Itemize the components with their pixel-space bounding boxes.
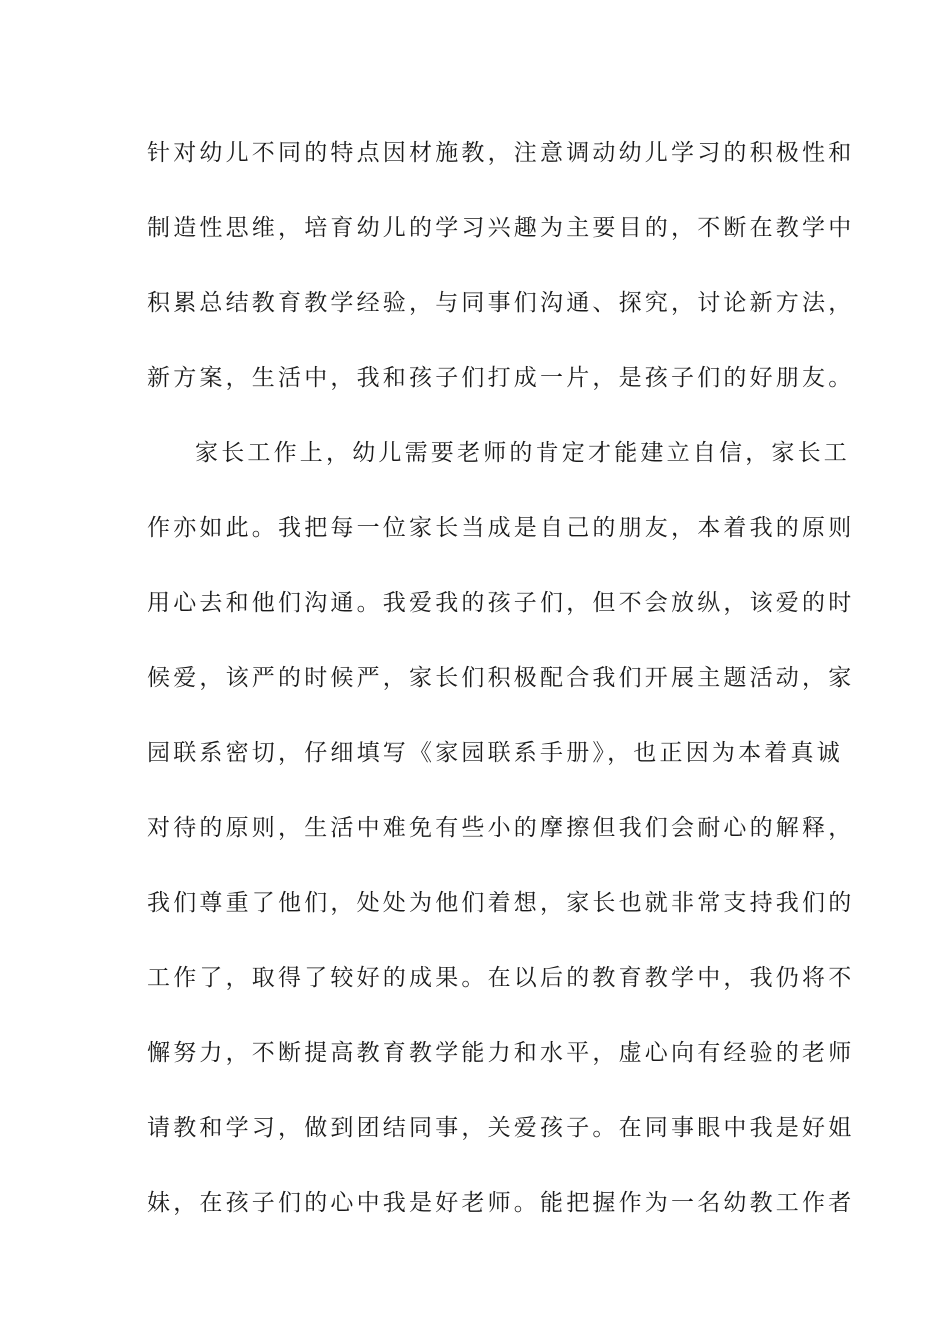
paragraph-start-line: 家长工作上，幼儿需要老师的肯定才能建立自信，家长工 bbox=[195, 440, 850, 466]
text-line: 针对幼儿不同的特点因材施教，注意调动幼儿学习的积极性和 bbox=[147, 140, 855, 166]
text-line: 懈努力，不断提高教育教学能力和水平，虚心向有经验的老师 bbox=[147, 1040, 855, 1066]
text-line: 对待的原则，生活中难免有些小的摩擦但我们会耐心的解释， bbox=[147, 815, 855, 841]
text-line: 我们尊重了他们，处处为他们着想，家长也就非常支持我们的 bbox=[147, 890, 855, 916]
text-line: 用心去和他们沟通。我爱我的孩子们，但不会放纵，该爱的时 bbox=[147, 590, 855, 616]
text-line: 工作了，取得了较好的成果。在以后的教育教学中，我仍将不 bbox=[147, 965, 855, 991]
text-line: 作亦如此。我把每一位家长当成是自己的朋友，本着我的原则 bbox=[147, 515, 855, 541]
text-line: 请教和学习，做到团结同事，关爱孩子。在同事眼中我是好姐 bbox=[147, 1115, 855, 1141]
text-line: 制造性思维，培育幼儿的学习兴趣为主要目的，不断在教学中 bbox=[147, 215, 855, 241]
text-line: 候爱，该严的时候严，家长们积极配合我们开展主题活动，家 bbox=[147, 665, 855, 691]
text-line: 新方案，生活中，我和孩子们打成一片，是孩子们的好朋友。 bbox=[147, 365, 855, 391]
text-line: 园联系密切，仔细填写《家园联系手册》，也正因为本着真诚 bbox=[147, 740, 843, 766]
text-line: 积累总结教育教学经验，与同事们沟通、探究，讨论新方法， bbox=[147, 290, 855, 316]
body-text bbox=[147, 130, 855, 1255]
text-line: 妹，在孩子们的心中我是好老师。能把握作为一名幼教工作者 bbox=[147, 1190, 855, 1216]
